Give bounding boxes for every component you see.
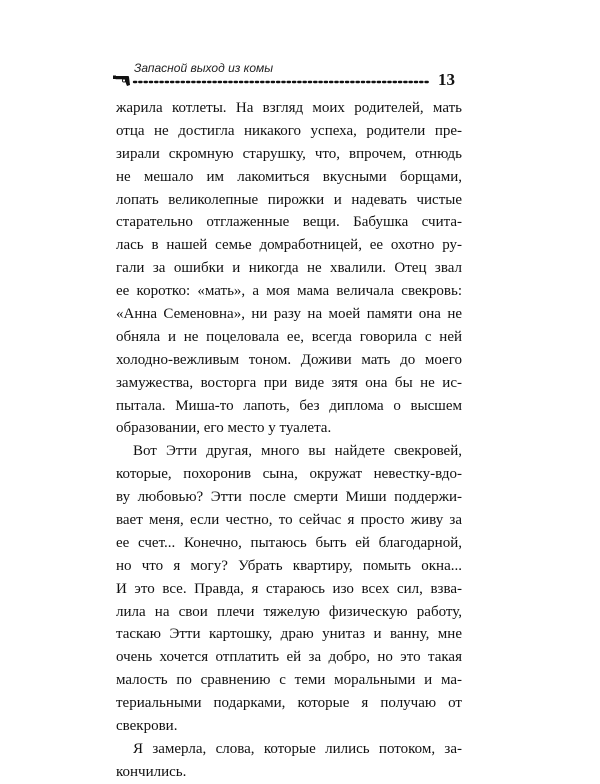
text-line: «Анна Семеновна», ни разу на моей памяти она не bbox=[116, 306, 462, 323]
text-line: малость по сравнению с теми моральными и ма- bbox=[116, 672, 462, 689]
text-line: териальными подарками, которые я получаю от bbox=[116, 695, 462, 712]
body-text bbox=[116, 97, 462, 784]
text-line: ее счет... Конечно, пытаюсь быть ей благодарной, bbox=[116, 534, 462, 551]
text-line: ее коротко: «мать», а моя мама величала свекровь: bbox=[116, 283, 462, 300]
text-line: лопать великолепные пирожки и надевать чистые bbox=[116, 191, 462, 208]
text-line: жарила котлеты. На взгляд моих родителей, мать bbox=[116, 100, 462, 116]
text-line: пытала. Миша-то лапоть, без диплома о высшем bbox=[116, 397, 462, 414]
running-head bbox=[112, 61, 462, 91]
text-line: которые, похоронив сына, окружат невестку-вдо- bbox=[116, 466, 462, 483]
text-line: но что я могу? Убрать квартиру, помыть окна... bbox=[116, 557, 462, 574]
text-line: лась в нашей семье домработницей, ее охотно ру- bbox=[116, 237, 462, 254]
text-line: не мешало им лакомиться вкусными борщами, bbox=[116, 168, 462, 185]
revolver-dotted-rule bbox=[112, 73, 430, 87]
text-line: зирали скромную старушку, что, впрочем, отнюдь bbox=[116, 145, 462, 162]
text-line: Я замерла, слова, которые лились потоком, за- bbox=[133, 740, 462, 757]
text-line: холодно-вежливым тоном. Доживи мать до моего bbox=[116, 351, 462, 368]
text-line: кончились. bbox=[116, 763, 187, 780]
text-line: образовании, его место у туалета. bbox=[116, 420, 332, 437]
text-line: замужества, восторга при виде зятя она бы не ис- bbox=[116, 374, 462, 391]
text-line: гали за ошибки и никогда не хвалили. Отец звал bbox=[116, 260, 462, 277]
text-line: И это все. Правда, я стараюсь изо всех сил, взва- bbox=[116, 580, 462, 597]
text-line: отца не достигла никакого успеха, родители пре- bbox=[116, 122, 462, 139]
text-line: обняла и не поцеловала ее, всегда говорила с ней bbox=[116, 328, 462, 345]
text-line: очень хочется отплатить ей за добро, но это такая bbox=[116, 649, 462, 666]
text-line: ву любовью? Этти после смерти Миши поддержи- bbox=[116, 489, 462, 506]
page-number: 13 bbox=[438, 70, 455, 89]
text-line: старательно отглаженные вещи. Бабушка счита- bbox=[116, 214, 462, 231]
running-head-title: Запасной выход из комы bbox=[134, 61, 274, 75]
text-line: таскаю Этти картошку, драю унитаз и ванну, мне bbox=[116, 626, 462, 643]
text-line: свекрови. bbox=[116, 718, 178, 735]
text-line: Вот Этти другая, много вы найдете свекровей, bbox=[133, 443, 462, 460]
text-line: вает меня, если честно, то сейчас я просто живу за bbox=[116, 512, 462, 529]
revolver-icon bbox=[113, 76, 130, 87]
text-line: лила на свои плечи тяжелую физическую работу, bbox=[116, 603, 462, 620]
